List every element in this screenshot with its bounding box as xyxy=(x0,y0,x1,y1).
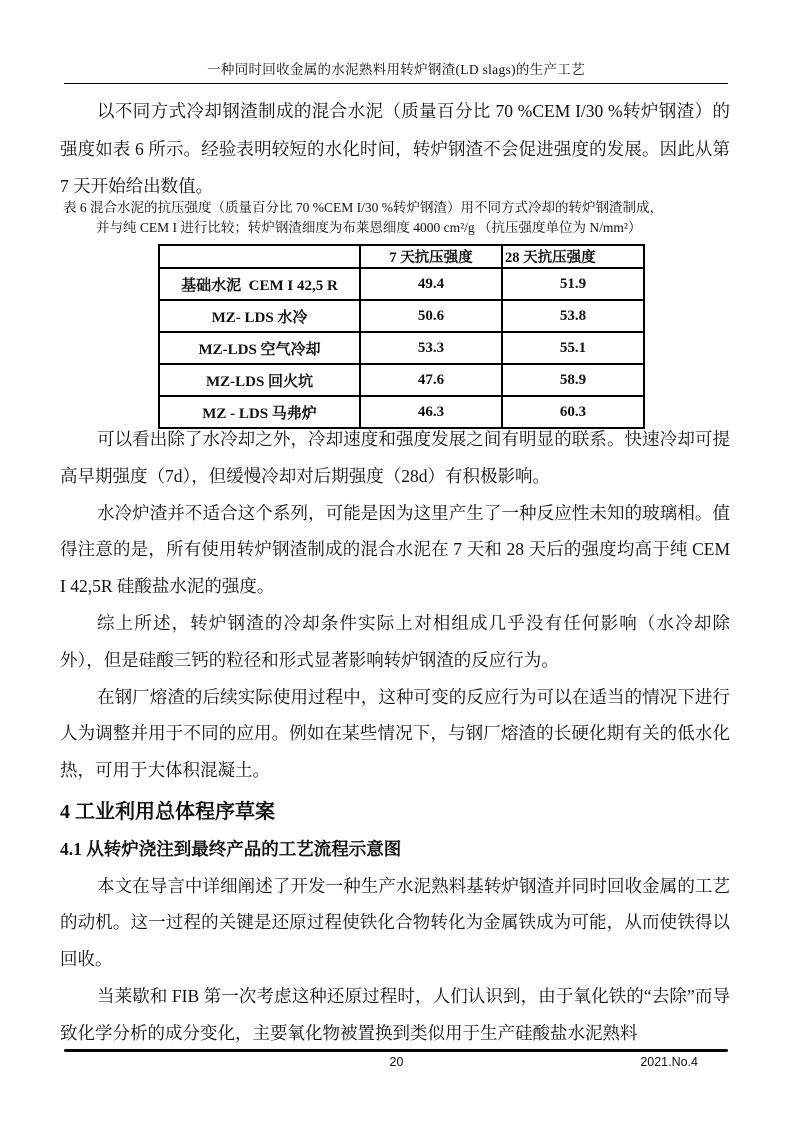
table-caption-line1: 表 6 混合水泥的抗压强度（质量百分比 70 %CEM I/30 %转炉钢渣）用不同方式冷却的转炉钢渣制成， xyxy=(63,200,663,215)
value-7d: 50.6 xyxy=(360,300,502,332)
table-row xyxy=(159,268,644,300)
paragraph-summary: 综上所述，转炉钢渣的冷却条件实际上对相组成几乎没有任何影响（水冷却除外），但是硅酸三钙的粒径和形式显著影响转炉钢渣的反应行为。 xyxy=(60,612,730,670)
value-7d: 47.6 xyxy=(360,364,502,396)
table-header-row xyxy=(159,245,644,268)
paragraph-intro: 以不同方式冷却钢渣制成的混合水泥（质量百分比 70 %CEM I/30 %转炉钢渣）的强度如表 6 所示。经验表明较短的水化时间，转炉钢渣不会促进强度的发展。因此从第 7 天开始给出数值。 xyxy=(60,101,730,196)
footer-rule xyxy=(64,1049,728,1052)
page-number: 20 xyxy=(389,1055,404,1069)
paragraph-water-cooled: 水冷炉渣并不适合这个系列，可能是因为这里产生了一种反应性未知的玻璃相。值得注意的是，所有使用转炉钢渣制成的混合水泥在 7 天和 28 天后的强度均高于纯 CEM I 42,5R 硅酸盐水泥的强度。 xyxy=(60,502,730,597)
row-label: MZ - LDS 马弗炉 xyxy=(159,396,360,428)
table-row xyxy=(159,300,644,332)
value-28d: 51.9 xyxy=(502,268,644,300)
table-caption-line2: 并与纯 CEM I 进行比较；转炉钢渣细度为布莱恩细度 4000 cm²/g （抗压强度单位为 N/mm²） xyxy=(96,220,642,235)
page-header xyxy=(64,58,728,84)
running-title: 一种同时回收金属的水泥熟料用转炉钢渣(LD slags)的生产工艺 xyxy=(207,62,585,77)
table-row xyxy=(159,364,644,396)
table-header-28d: 28 天抗压强度 xyxy=(502,245,644,268)
row-label: MZ-LDS 空气冷却 xyxy=(159,332,360,364)
paragraph-cooling-link: 可以看出除了水冷却之外，冷却速度和强度发展之间有明显的联系。快速冷却可提高早期强度（7d），但缓慢冷却对后期强度（28d）有积极影响。 xyxy=(60,429,730,486)
table-header-empty xyxy=(159,245,360,268)
section-heading-4-1: 4.1 从转炉浇注到最终产品的工艺流程示意图 xyxy=(60,838,402,859)
paragraph-application: 在钢厂熔渣的后续实际使用过程中，这种可变的反应行为可以在适当的情况下进行人为调整并用于不同的应用。例如在某些情况下，与钢厂熔渣的长硬化期有关的低水化热，可用于大体积混凝土。 xyxy=(60,686,730,781)
row-label: 基础水泥 CEM I 42,5 R xyxy=(159,268,360,300)
value-28d: 60.3 xyxy=(502,396,644,428)
value-7d: 49.4 xyxy=(360,268,502,300)
value-28d: 55.1 xyxy=(502,332,644,364)
body-text xyxy=(60,421,730,1052)
paragraph-motivation: 本文在导言中详细阐述了开发一种生产水泥熟料基转炉钢渣并同时回收金属的工艺的动机。这一过程的关键是还原过程使铁化合物转化为金属铁成为可能，从而使铁得以回收。 xyxy=(60,875,730,970)
table-caption xyxy=(63,198,735,238)
value-28d: 53.8 xyxy=(502,300,644,332)
issue-label: 2021.No.4 xyxy=(640,1055,698,1069)
row-label: MZ-LDS 回火坑 xyxy=(159,364,360,396)
section-heading-4: 4 工业利用总体程序草案 xyxy=(60,800,275,823)
paragraph-reduction: 当莱歇和 FIB 第一次考虑这种还原过程时，人们认识到，由于氧化铁的“去除”而导致化学分析的成分变化，主要氧化物被置换到类似用于生产硅酸盐水泥熟料 xyxy=(60,985,730,1043)
row-label: MZ- LDS 水冷 xyxy=(159,300,360,332)
strength-table xyxy=(158,244,645,429)
value-7d: 53.3 xyxy=(360,332,502,364)
table-header-7d: 7 天抗压强度 xyxy=(360,245,502,268)
value-28d: 58.9 xyxy=(502,364,644,396)
table-row xyxy=(159,332,644,364)
value-7d: 46.3 xyxy=(360,396,502,428)
